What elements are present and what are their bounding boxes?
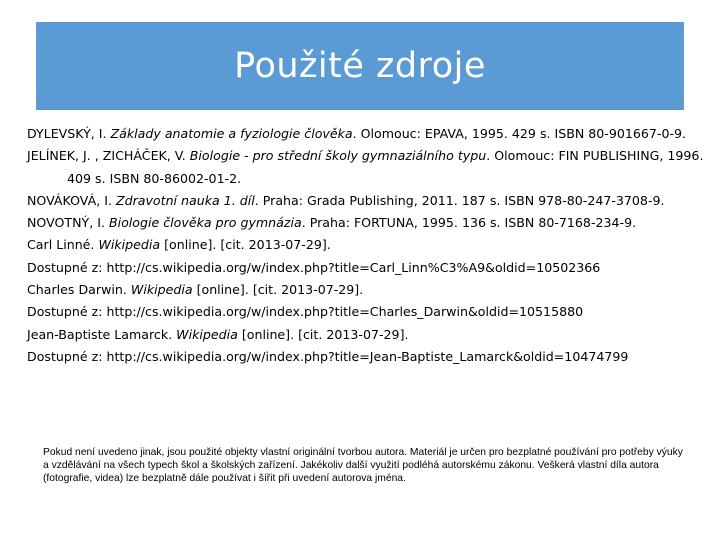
- reference-title: Wikipedia: [176, 326, 238, 342]
- license-notice: Pokud není uvedeno jinak, jsou použité objekty vlastní originální tvorbou autora. Materiál je určen pro bezplatné používání pro potřeby výuky a vzdělávání na všech typech škol a školských zařízení. Jakékoliv další využití podléhá autorskému zákonu. Veškerá vlastní díla autora (fotografie, videa) lze bezplatně dále používat i šířit při uvedení autorova jména.: [43, 447, 683, 485]
- reference-title: Biologie - pro střední školy gymnaziálního typu: [189, 148, 487, 164]
- reference-url: [27, 257, 707, 279]
- reference-publication: [online]. [cit. 2013-07-29].: [160, 237, 331, 253]
- reference-publication: [online]. [cit. 2013-07-29].: [237, 326, 409, 342]
- title-banner: [36, 22, 684, 110]
- reference-publication: . Olomouc: EPAVA, 1995. 429 s. ISBN 80-901667-0-9.: [352, 126, 687, 141]
- reference-item: [27, 190, 707, 212]
- reference-author: NOVÁKOVÁ, I.: [27, 192, 116, 208]
- reference-author: Carl Linné.: [27, 237, 99, 253]
- reference-title: Wikipedia: [130, 282, 193, 298]
- reference-title: Zdravotní nauka 1. díl: [115, 192, 255, 208]
- reference-author: JELÍNEK, J. , ZICHÁČEK, V.: [27, 148, 190, 164]
- reference-title: Základy anatomie a fyziologie člověka: [110, 126, 353, 141]
- slide-title: Použité zdroje: [234, 46, 486, 86]
- reference-url: [27, 301, 707, 323]
- reference-url-text: Dostupné z: http://cs.wikipedia.org/w/index.php?title=Carl_Linn%C3%A9&oldid=10502366: [27, 259, 601, 275]
- reference-author: Jean-Baptiste Lamarck.: [27, 326, 177, 342]
- reference-author: DYLEVSKÝ, I.: [27, 126, 111, 141]
- reference-item: [27, 145, 707, 190]
- reference-title: Wikipedia: [98, 237, 161, 253]
- reference-item: [27, 279, 707, 301]
- reference-url: [27, 346, 707, 368]
- reference-publication: . Praha: FORTUNA, 1995. 136 s. ISBN 80-7168-234-9.: [301, 215, 637, 231]
- reference-url-text: Dostupné z: http://cs.wikipedia.org/w/index.php?title=Jean-Baptiste_Lamarck&oldid=10474799: [27, 348, 629, 364]
- reference-title: Biologie člověka pro gymnázia: [108, 215, 302, 231]
- reference-item: [27, 324, 707, 346]
- reference-publication: . Olomouc: FIN PUBLISHING, 1996. 409 s. ISBN 80-86002-01-2.: [67, 148, 704, 186]
- reference-author: Charles Darwin.: [27, 282, 131, 298]
- reference-url-text: Dostupné z: http://cs.wikipedia.org/w/index.php?title=Charles_Darwin&oldid=10515880: [27, 304, 584, 320]
- reference-item: [27, 234, 707, 256]
- reference-list: [27, 123, 707, 368]
- reference-publication: . Praha: Grada Publishing, 2011. 187 s. ISBN 978-80-247-3708-9.: [254, 192, 665, 208]
- reference-item: [27, 123, 707, 145]
- reference-publication: [online]. [cit. 2013-07-29].: [192, 282, 364, 298]
- reference-item: [27, 212, 707, 234]
- reference-author: NOVOTNÝ, I.: [27, 215, 109, 231]
